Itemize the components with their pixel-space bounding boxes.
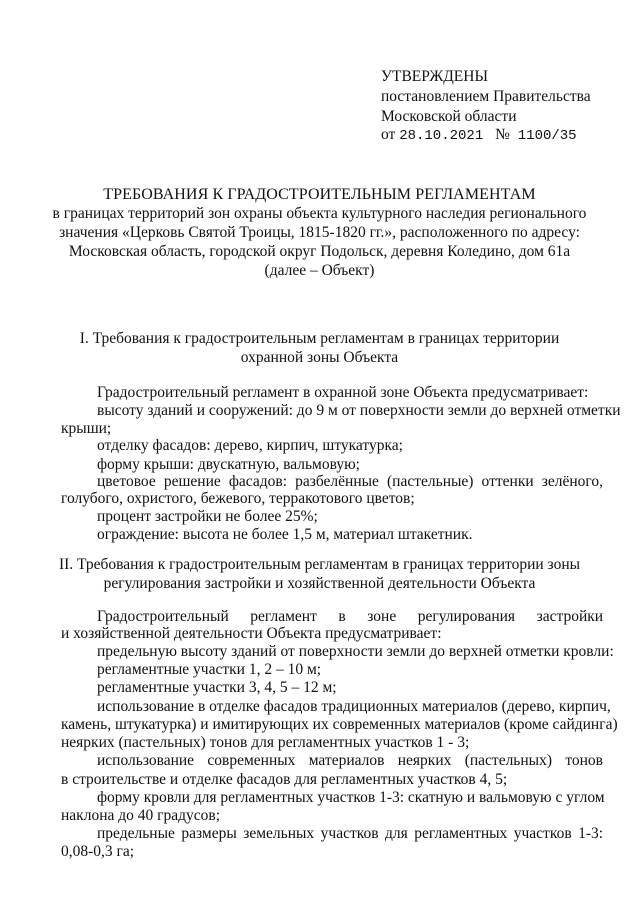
approval-date: 28.10.2021 [399, 128, 484, 144]
s2-paragraph-1: Градостроительный регламент в зоне регулирования застройки [97, 608, 604, 625]
s1-paragraph-4: форму крыши: двускатную, вальмовую; [97, 456, 360, 473]
s1-paragraph-1: Градостроительный регламент в охранной зоне Объекта предусматривает: [97, 384, 589, 401]
s2-paragraph-6: использование современных материалов неярких (пастельных) тонов [97, 752, 603, 769]
s2-paragraph-5-cont-1: камень, штукатурка) и имитирующих их современных материалов (кроме сайдинга) [61, 716, 618, 733]
s2-paragraph-2: предельную высоту зданий от поверхности земли до верхней отметки кровли: [97, 643, 614, 660]
s2-paragraph-4: регламентные участки 3, 4, 5 – 12 м; [97, 679, 337, 696]
doc-subtitle-line-3: Московская область, городской округ Подольск, деревня Коледино, дом 61а [68, 243, 571, 260]
s2-paragraph-7: форму кровли для регламентных участков 1-3: скатную и вальмовую с углом [97, 789, 605, 806]
approval-date-line [381, 125, 577, 146]
section-1-heading: I. Требования к градостроительным регламентам в границах территории [79, 330, 560, 347]
s2-paragraph-8: предельные размеры земельных участков для регламентных участков 1-3: [97, 825, 604, 842]
s2-paragraph-8-cont: 0,08-0,3 га; [61, 843, 135, 860]
s1-paragraph-2-cont: крыши; [61, 420, 112, 437]
approval-number: 1100/35 [517, 128, 577, 144]
approval-number-prefix: № [495, 126, 510, 143]
s2-paragraph-5-cont-2: неярких (пастельных) тонов для регламентных участков 1 - 3; [61, 734, 470, 751]
section-1-heading-cont: охранной зоны Объекта [240, 349, 399, 366]
s1-paragraph-5: цветовое решение фасадов: разбелённые (пастельные) оттенки зелёного, [97, 473, 603, 490]
s1-paragraph-2: высоту зданий и сооружений: до 9 м от поверхности земли до верхней отметки [97, 402, 621, 419]
approval-line-1: постановлением Правительства [381, 88, 591, 105]
doc-subtitle-line-1: в границах территорий зон охраны объекта культурного наследия регионального [52, 205, 587, 222]
section-2-heading-cont: регулирования застройки и хозяйственной деятельности Объекта [103, 575, 536, 592]
doc-subtitle-line-4: (далее – Объект) [264, 262, 375, 279]
s1-paragraph-6: процент застройки не более 25%; [97, 508, 318, 525]
s1-paragraph-7: ограждение: высота не более 1,5 м, материал штакетник. [97, 526, 473, 543]
doc-title: ТРЕБОВАНИЯ К ГРАДОСТРОИТЕЛЬНЫМ РЕГЛАМЕНТАМ [103, 186, 536, 203]
approval-line-2: Московской области [381, 108, 517, 125]
s1-paragraph-3: отделку фасадов: дерево, кирпич, штукатурка; [97, 437, 403, 454]
s1-paragraph-5-cont: голубого, охристого, бежевого, терракотового цветов; [61, 490, 415, 507]
doc-subtitle-line-2: значения «Церковь Святой Троицы, 1815-1820 гг.», расположенного по адресу: [59, 224, 580, 241]
s2-paragraph-5: использование в отделке фасадов традиционных материалов (дерево, кирпич, [97, 698, 611, 715]
section-2-heading: II. Требования к градостроительным регламентам в границах территории зоны [58, 556, 581, 573]
s2-paragraph-1-cont: и хозяйственной деятельности Объекта предусматривает: [61, 625, 442, 642]
approval-date-prefix: от [381, 126, 396, 143]
s2-paragraph-7-cont: наклона до 40 градусов; [61, 807, 221, 824]
s2-paragraph-3: регламентные участки 1, 2 – 10 м; [97, 661, 322, 678]
s2-paragraph-6-cont: в строительстве и отделке фасадов для регламентных участков 4, 5; [61, 771, 508, 788]
approval-title: УТВЕРЖДЕНЫ [381, 68, 488, 85]
